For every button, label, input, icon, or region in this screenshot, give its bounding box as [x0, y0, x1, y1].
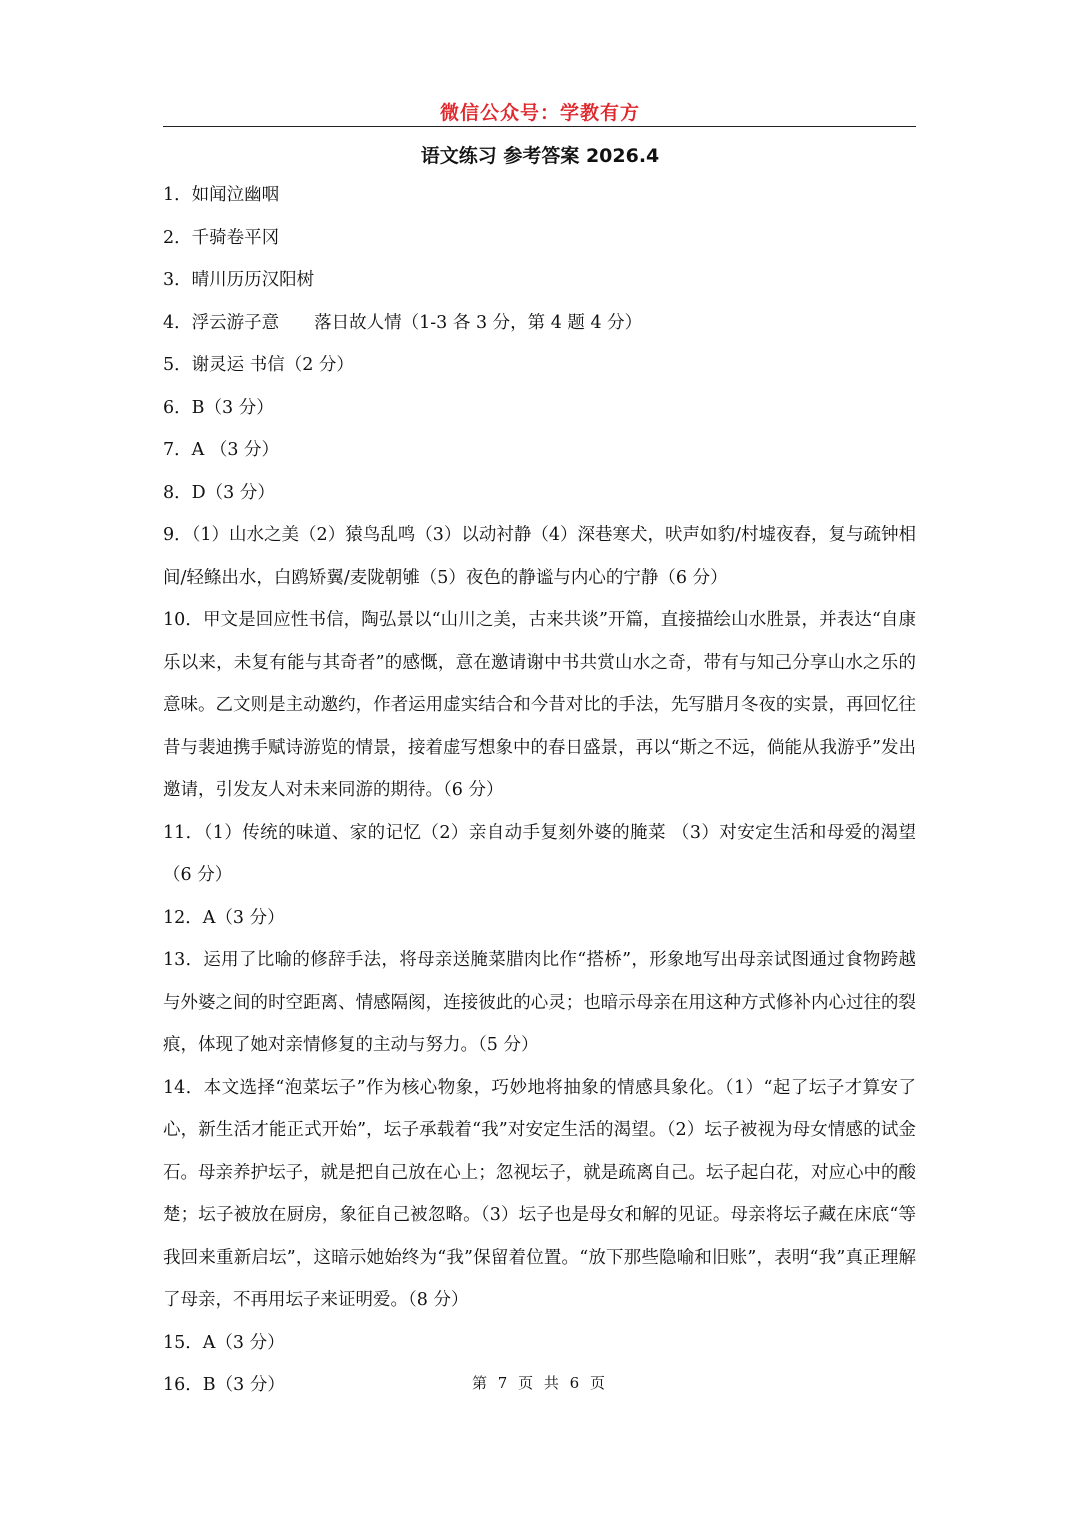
answer-item-3: 3．晴川历历汉阳树	[163, 270, 315, 290]
answer-item-13: 13．运用了比喻的修辞手法，将母亲送腌菜腊肉比作“搭桥”，形象地写出母亲试图通过食物跨越与外婆之间的时空距离、情感隔阂，连接彼此的心灵；也暗示母亲在用这种方式修补内心过往的裂痕，体现了她对亲情修复的主动与努力。（5 分）	[163, 950, 916, 1055]
answer-item-14: 14．本文选择“泡菜坛子”作为核心物象，巧妙地将抽象的情感具象化。（1）“起了坛子才算安了心，新生活才能正式开始”，坛子承载着“我”对安定生活的渴望。（2）坛子被视为母女情感的试金石。母亲养护坛子，就是把自己放在心上；忽视坛子，就是疏离自己。坛子起白花，对应心中的酸楚；坛子被放在厨房，象征自己被忽略。（3）坛子也是母女和解的见证。母亲将坛子藏在床底“等我回来重新启坛”，这暗示她始终为“我”保留着位置。“放下那些隐喻和旧账”，表明“我”真正理解了母亲，不再用坛子来证明爱。（8 分）	[163, 1077, 916, 1310]
answer-item-4: 4．浮云游子意 落日故人情（1-3 各 3 分，第 4 题 4 分）	[163, 312, 643, 333]
header-title: 微信公众号：学教有方	[439, 102, 640, 124]
answer-item-6: 6．B（3 分）	[163, 397, 274, 418]
page-footer: 第 7 页 共 6 页	[472, 1374, 608, 1392]
answer-item-12: 12．A（3 分）	[163, 907, 285, 928]
answer-item-11: 11．（1）传统的味道、家的记忆（2）亲自动手复刻外婆的腌菜 （3）对安定生活和母爱的渴望（6 分）	[163, 822, 916, 885]
answer-item-2: 2．千骑卷平冈	[163, 227, 280, 248]
answer-item-7: 7．A （3 分）	[163, 440, 280, 460]
answer-item-1: 1．如闻泣幽咽	[163, 185, 280, 205]
answer-item-16: 16．B（3 分）	[163, 1375, 285, 1395]
answer-item-15: 15．A（3 分）	[163, 1332, 285, 1353]
header-divider	[163, 126, 916, 127]
answer-item-9: 9．（1）山水之美（2）猿鸟乱鸣（3）以动衬静（4）深巷寒犬，吠声如豹/村墟夜舂，复与疏钟相间/轻鲦出水，白鸥矫翼/麦陇朝雊（5）夜色的静谧与内心的宁静（6 分）	[163, 525, 916, 588]
document-title: 语文练习 参考答案 2026.4	[420, 145, 660, 167]
answer-list	[163, 174, 916, 1407]
answer-item-10: 10．甲文是回应性书信，陶弘景以“山川之美，古来共谈”开篇，直接描绘山水胜景，并表达“自康乐以来，未复有能与其奇者”的感慨，意在邀请谢中书共赏山水之奇，带有与知己分享山水之乐的意味。乙文则是主动邀约，作者运用虚实结合和今昔对比的手法，先写腊月冬夜的实景，再回忆往昔与裴迪携手赋诗游览的情景，接着虚写想象中的春日盛景，再以“斯之不远，倘能从我游乎”发出邀请，引发友人对未来同游的期待。（6 分）	[163, 610, 916, 800]
answer-item-5: 5．谢灵运 书信（2 分）	[163, 355, 354, 375]
answer-item-8: 8．D（3 分）	[163, 482, 275, 503]
